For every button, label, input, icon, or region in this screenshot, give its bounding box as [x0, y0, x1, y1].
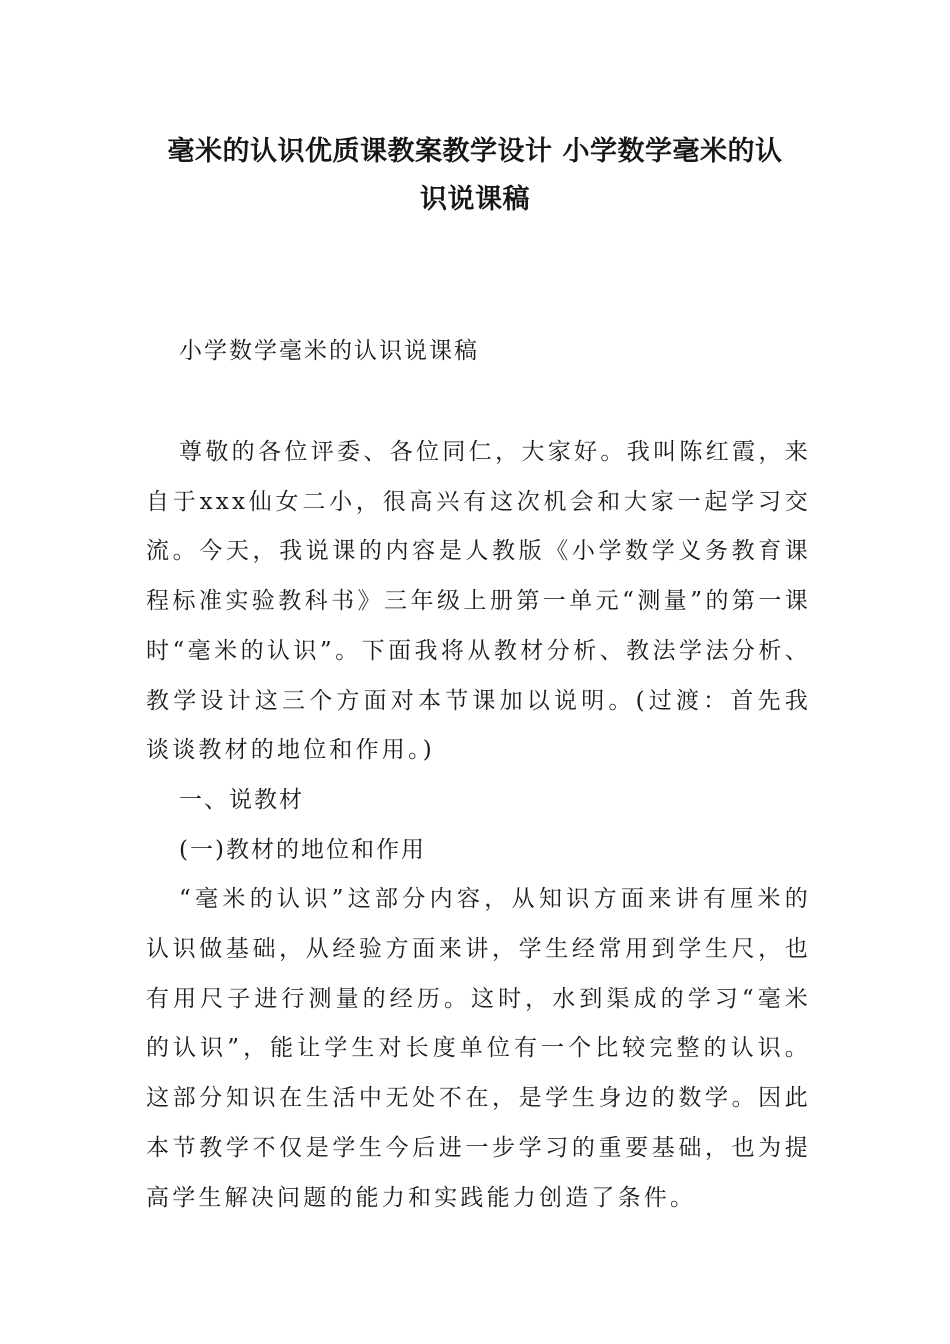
- document-subtitle: 小学数学毫米的认识说课稿: [179, 338, 479, 364]
- paragraph-introduction: 尊敬的各位评委、各位同仁，大家好。我叫陈红霞，来自于xxx仙女二小，很高兴有这次机会和大家一起学习交流。今天，我说课的内容是人教版《小学数学义务教育课程标准实验教科书》三年级上册第一单元“测量”的第一课时“毫米的认识”。下面我将从教材分析、教法学法分析、教学设计这三个方面对本节课加以说明。(过渡：首先我谈谈教材的地位和作用。): [146, 439, 811, 764]
- document-body: [146, 428, 811, 1223]
- document-title-line-2: 识说课稿: [420, 184, 530, 215]
- section-heading-textbook: 一、说教材: [179, 786, 304, 813]
- paragraph-textbook-role: “毫米的认识”这部分内容，从知识方面来讲有厘米的认识做基础，从经验方面来讲，学生经常用到学生尺，也有用尺子进行测量的经历。这时，水到渠成的学习“毫米的认识”，能让学生对长度单位有一个比较完整的认识。这部分知识在生活中无处不在，是学生身边的数学。因此本节教学不仅是学生今后进一步学习的重要基础，也为提高学生解决问题的能力和实践能力创造了条件。: [146, 886, 811, 1211]
- subsection-heading-role: (一)教材的地位和作用: [179, 836, 426, 863]
- document-title: [120, 128, 830, 224]
- document-title-line-1: 毫米的认识优质课教案教学设计 小学数学毫米的认: [167, 136, 783, 167]
